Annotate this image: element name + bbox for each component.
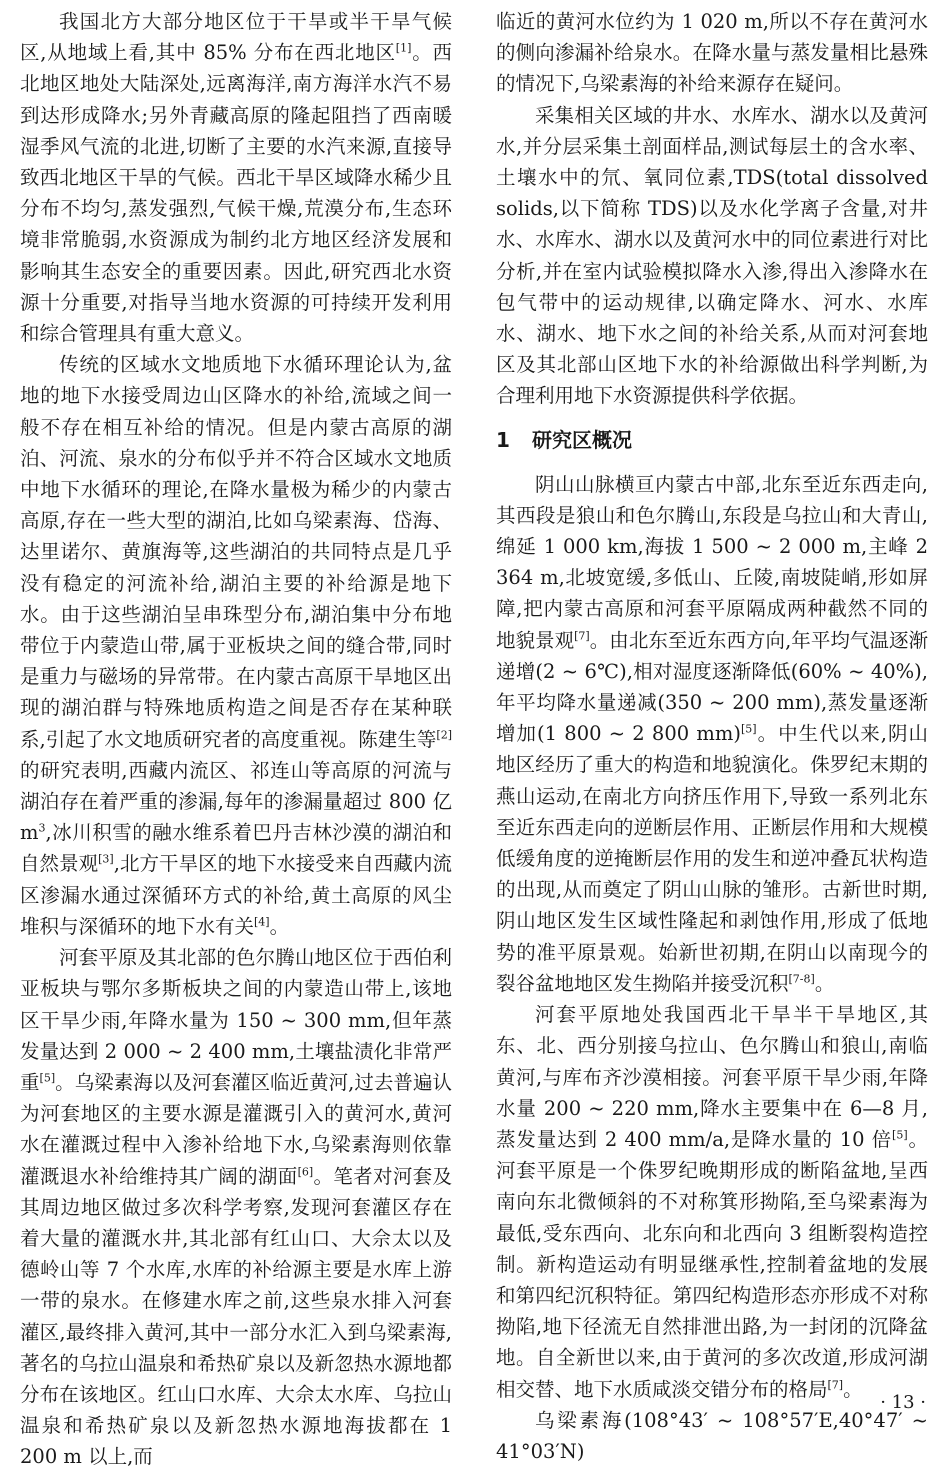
body-text: 传统的区域水文地质地下水循环理论认为,盆地的地下水接受周边山区降水的补给,流域之间一般不存在相互补给的情况。但是内蒙古高原的湖泊、河流、泉水的分布似乎并不符合区域水文地质中地下水循环的理论,在降水量极为稀少的内蒙古高原,存在一些大型的湖泊,比如乌梁素海、岱海、达里诺尔、黄旗海等,这些湖泊的共同特点是几乎没有稳定的河流补给,湖泊主要的补给源是地下水。由于这些湖泊呈串珠型分布,湖泊集中分布地带位于内蒙造山带,属于亚板块之间的缝合带,同时是重力与磁场的异常带。在内蒙古高原干旱地区出现的湖泊群与特殊地质构造之间是否存在某种联系,引起了水文地质研究者的高度重视。陈建生等: [20, 353, 452, 751]
paragraph-hetao-plain: [496, 999, 928, 1405]
citation-ref: [5]: [39, 1071, 56, 1085]
body-text: 。河套平原是一个侏罗纪晚期形成的断陷盆地,呈西南向东北微倾斜的不对称箕形拗陷,至乌梁素海为最低,受东西向、北东向和北西向 3 组断裂构造控制。新构造运动有明显继承性,控制着盆地的发展和第四纪沉积特征。第四纪构造形态亦形成不对称拗陷,地下径流无自然排泄出路,为一封闭的沉降盆地。自全新世以来,由于黄河的多次改道,形成河湖相交替、地下水质咸淡交错分布的格局: [496, 1127, 928, 1401]
body-text: 。: [814, 971, 835, 995]
body-text: 。: [269, 914, 290, 938]
citation-ref: [5]: [892, 1128, 908, 1142]
section-heading: [496, 425, 928, 455]
citation-ref: [5]: [740, 722, 757, 736]
body-text: 乌梁素海(108°43′ ~ 108°57′E,40°47′ ~ 41°03′N): [496, 1408, 928, 1463]
paragraph-methods: [496, 100, 928, 412]
body-text: 。乌梁素海以及河套灌区临近黄河,过去普遍认为河套地区的主要水源是灌溉引入的黄河水,黄河水在灌溉过程中入渗补给地下水,乌梁素海则依靠灌溉退水补给维持其广阔的湖面: [20, 1070, 452, 1188]
citation-ref: [4]: [254, 915, 270, 929]
body-text: ,冰川积雪的融水维系着巴丹吉林沙漠的湖泊和自然景观: [20, 821, 452, 876]
body-text: 河套平原地处我国西北干旱半干旱地区,其东、北、西分别接乌拉山、色尔腾山和狼山,南临黄河,与库布齐沙漠相接。河套平原干旱少雨,年降水量 200 ~ 220 mm,降水主要集中在 6—8 月,蒸发量达到 2 400 mm/a,是降水量的 10 倍: [496, 1003, 928, 1151]
body-text: 采集相关区域的井水、水库水、湖水以及黄河水,并分层采集土剖面样品,测试每层土的含水率、土壤水中的氘、氧同位素,TDS(total dissolved solids,以下简称 TDS)以及水化学离子含量,对井水、水库水、湖水以及黄河水中的同位素进行对比分析,并在室内试验模拟降水入渗,得出入渗降水在包气带中的运动规律,以确定降水、河水、水库水、湖水、地下水之间的补给关系,从而对河套地区及其北部山区地下水的补给源做出科学判断,为合理利用地下水资源提供科学依据。: [496, 103, 928, 408]
paragraph-yinshan: [496, 469, 928, 999]
body-text: 的研究表明,西藏内流区、祁连山等高原的河流与湖泊存在着严重的渗漏,每年的渗漏量超过 800 亿 m: [20, 758, 452, 845]
body-text: 阴山山脉横亘内蒙古中部,北东至近东西走向,其西段是狼山和色尔腾山,东段是乌拉山和大青山,绵延 1 000 km,海拔 1 500 ~ 2 000 m,主峰 2 364 m,北坡宽缓,多低山、丘陵,南坡陡峭,形如屏障,把内蒙古高原和河套平原隔成两种截然不同的地貌景观: [496, 472, 928, 652]
section-number: 1: [496, 427, 510, 452]
body-text: 。笔者对河套及其周边地区做过多次科学考察,发现河套灌区存在着大量的灌溉水井,其北部有红山口、大佘太以及德岭山等 7 个水库,水库的补给源主要是水库上游一带的泉水。在修建水库之前,这些泉水排入河套灌区,最终排入黄河,其中一部分水汇入到乌梁素海,著名的乌拉山温泉和希热矿泉以及新忽热水源地都分布在该地区。红山口水库、大佘太水库、乌拉山温泉和希热矿泉以及新忽热水源地海拔都在 1 200 m 以上,而: [20, 1164, 452, 1469]
section-title: 研究区概况: [532, 427, 632, 452]
paragraph-theory: [20, 349, 452, 942]
body-text: 。: [843, 1377, 863, 1401]
citation-ref: [6]: [297, 1165, 314, 1179]
right-column: [496, 6, 928, 1467]
body-text: 临近的黄河水位约为 1 020 m,所以不存在黄河水的侧向渗漏补给泉水。在降水量与蒸发量相比悬殊的情况下,乌梁素海的补给来源存在疑问。: [496, 10, 928, 96]
citation-ref: [7-8]: [788, 972, 815, 986]
paragraph-intro: [20, 6, 452, 349]
paragraph-hetao: [20, 942, 452, 1472]
citation-ref: [1]: [395, 41, 412, 55]
body-text: 。西北地区地处大陆深处,远离海洋,南方海洋水汽不易到达形成降水;另外青藏高原的隆起阻挡了西南暖湿季风气流的北进,切断了主要的水汽来源,直接导致西北地区干旱的气候。西北干旱区域降水稀少且分布不均匀,蒸发强烈,气候干燥,荒漠分布,生态环境非常脆弱,水资源成为制约北方地区经济发展和影响其生态安全的重要因素。因此,研究西北水资源十分重要,对指导当地水资源的可持续开发利用和综合管理具有重大意义。: [20, 41, 452, 346]
left-column: [20, 6, 452, 1473]
citation-ref: [3]: [98, 852, 114, 866]
paragraph-wuliangsuhai: [496, 1405, 928, 1467]
citation-ref: [7]: [574, 629, 590, 643]
citation-ref: [7]: [827, 1378, 844, 1392]
body-text: 。由北东至近东西方向,年平均气温逐渐递增(2 ~ 6℃),相对湿度逐渐降低(60% ~ 40%),年平均降水量递减(350 ~ 200 mm),蒸发量逐渐增加(1 800 ~ 2 800 mm): [496, 628, 928, 746]
superscript-unit: 3: [38, 821, 46, 835]
body-text: ,北方干旱区的地下水接受来自西藏内流区渗漏水通过深循环方式的补给,黄土高原的风尘堆积与深循环的地下水有关: [20, 852, 452, 938]
body-text: 我国北方大部分地区位于干旱或半干旱气候区,从地域上看,其中 85% 分布在西北地区: [20, 10, 452, 65]
paragraph-continued: [496, 6, 928, 100]
body-text: 。中生代以来,阴山地区经历了重大的构造和地貌演化。侏罗纪末期的燕山运动,在南北方向挤压作用下,导致一系列北东至近东西走向的逆断层作用、正断层作用和大规模低缓角度的逆掩断层作用的发生和逆冲叠瓦状构造的出现,从而奠定了阴山山脉的雏形。古新世时期,阴山地区发生区域性隆起和剥蚀作用,形成了低地势的准平原景观。始新世初期,在阴山以南现今的裂谷盆地地区发生拗陷并接受沉积: [496, 722, 928, 995]
body-text: 河套平原及其北部的色尔腾山地区位于西伯利亚板块与鄂尔多斯板块之间的内蒙造山带上,该地区干旱少雨,年降水量为 150 ~ 300 mm,但年蒸发量达到 2 000 ~ 2 400 mm,土壤盐渍化非常严重: [20, 946, 452, 1094]
page-number: · 13 ·: [880, 1392, 926, 1413]
citation-ref: [2]: [436, 728, 452, 742]
